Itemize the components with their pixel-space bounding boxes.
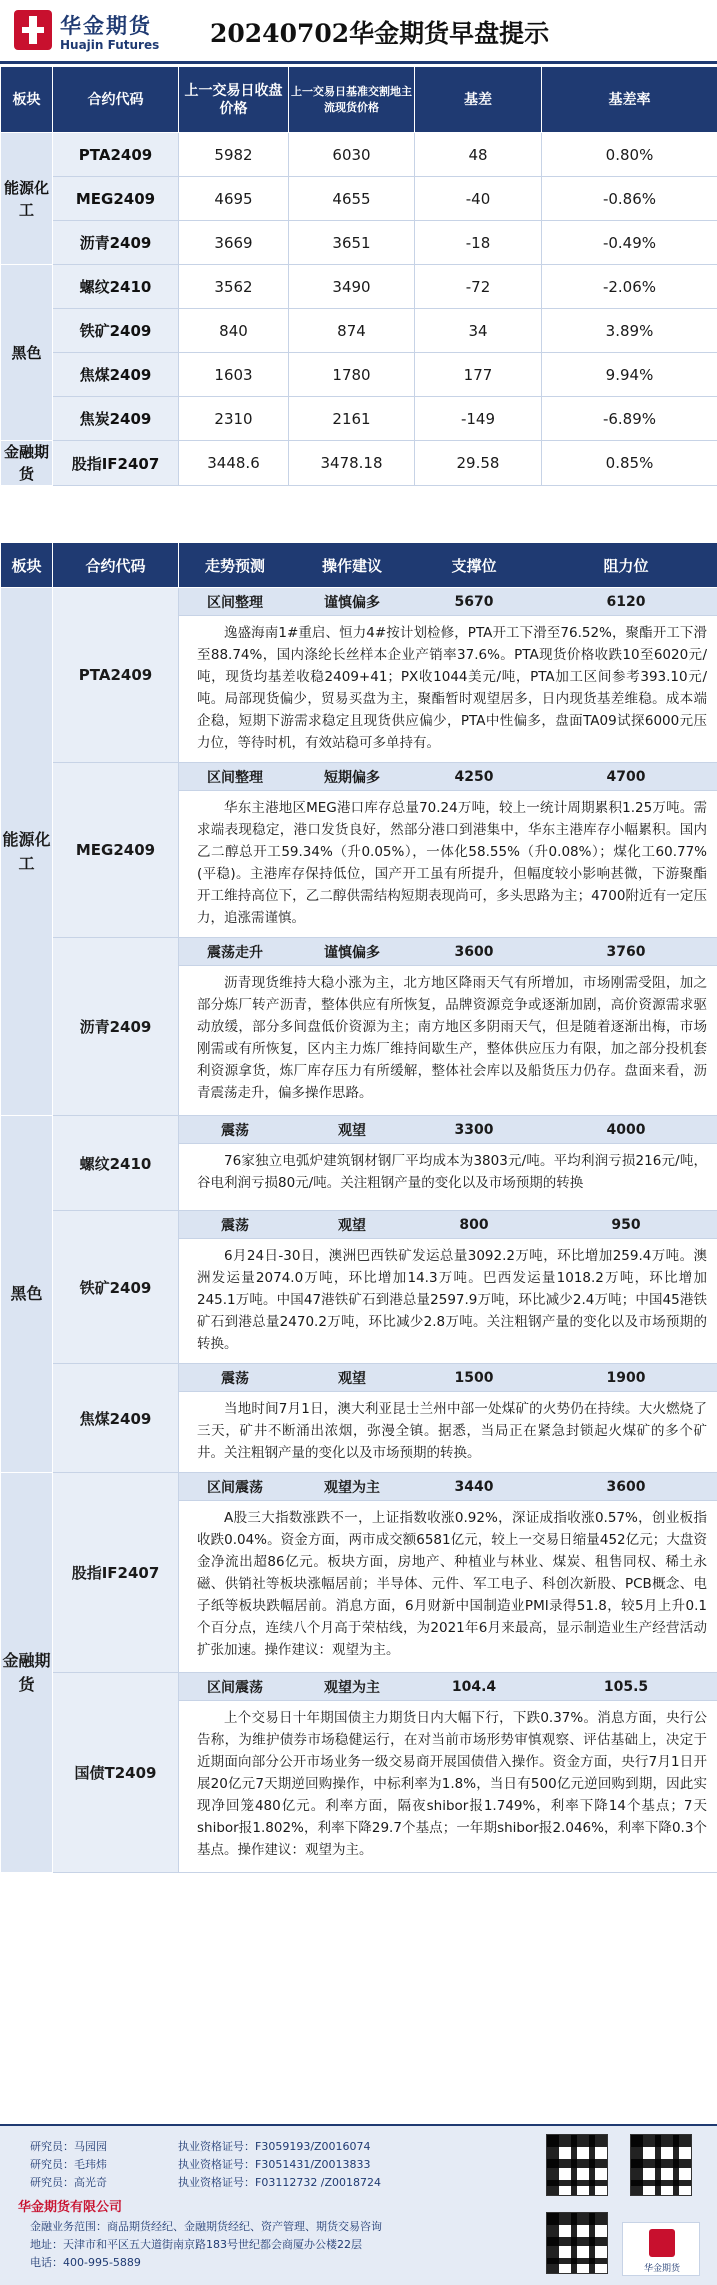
support-value: 3440 (454, 1478, 494, 1495)
contract-code: 沥青2409 (53, 938, 179, 1116)
researcher-cert: 执业资格证号：F3051431/Z0013833 (178, 2158, 371, 2171)
trend-value: 区间整理 (207, 769, 263, 786)
basis-value: -149 (415, 397, 542, 441)
qr-code-icon (630, 2134, 692, 2196)
sector-energy: 能源化工 (1, 588, 53, 1116)
basis-table (0, 66, 717, 486)
sector-ferrous: 黑色 (1, 265, 53, 441)
contract-code: 铁矿2409 (53, 309, 179, 353)
spot-price: 4655 (289, 177, 415, 221)
contract-code: 螺纹2410 (53, 1116, 179, 1211)
header-code: 合约代码 (53, 543, 179, 588)
company-address: 地址：天津市和平区五大道街南京路183号世纪都会商厦办公楼22层 (30, 2238, 362, 2251)
advice-value: 谨慎偏多 (324, 944, 380, 961)
sector-financial: 金融期货 (1, 1473, 53, 1873)
strategy-row (1, 1364, 717, 1473)
basis-value: -72 (415, 265, 542, 309)
app-icon (622, 2222, 700, 2276)
close-price: 840 (179, 309, 289, 353)
contract-code: PTA2409 (53, 588, 179, 763)
advice-value: 观望为主 (324, 1679, 380, 1696)
app-label: 华金期货 (643, 2264, 680, 2274)
support-value: 800 (459, 1216, 489, 1233)
strategy-summary (179, 588, 717, 616)
researcher-name: 研究员：毛玮炜 (30, 2158, 107, 2171)
header-close: 上一交易日收盘价格 (179, 67, 289, 133)
analysis-text: 逸盛海南1#重启、恒力4#按计划检修，PTA开工下滑至76.52%，聚酯开工下滑至88.74%，国内涤纶长丝样本企业产销率37.6%。PTA现货价格收跌10至6020元/吨，现货均基差收稳2409+41；PX收1044美元/吨，PTA加工区间参考393.10元/吨。局部现货偏少，贸易买盘为主，聚酯暂时观望居多，日内现货基差维稳。成本端企稳，短期下游需求稳定且现货供应偏少，PTA中性偏多，盘面TA09试探6000元压力位，等待时机，有效站稳可多单持有。 (197, 625, 707, 751)
page-title: 20240702华金期货早盘提示 (210, 19, 550, 48)
support-value: 5670 (454, 593, 494, 610)
support-value: 104.4 (451, 1678, 497, 1695)
contract-code: 螺纹2410 (53, 265, 179, 309)
trend-value: 震荡 (221, 1217, 249, 1234)
strategy-row (1, 588, 717, 763)
header-advice: 操作建议 (321, 556, 382, 575)
contract-code: PTA2409 (53, 133, 179, 177)
header-code: 合约代码 (53, 67, 179, 133)
advice-value: 短期偏多 (324, 769, 380, 786)
trend-value: 区间震荡 (207, 1679, 263, 1696)
logo-en-text: Huajin Futures (60, 38, 160, 52)
basis-table-header (1, 67, 717, 133)
qr-code-icon (546, 2134, 608, 2196)
resistance-value: 3760 (606, 943, 646, 960)
spot-price: 3478.18 (289, 441, 415, 486)
company-phone: 电话：400-995-5889 (30, 2256, 141, 2269)
strategy-table-header (1, 543, 717, 588)
table-row (1, 133, 717, 177)
trend-value: 震荡 (221, 1370, 249, 1387)
header-basis: 基差 (415, 67, 542, 133)
contract-code: 铁矿2409 (53, 1211, 179, 1364)
researcher-cert: 执业资格证号：F03112732 /Z0018724 (178, 2176, 382, 2189)
spot-price: 3490 (289, 265, 415, 309)
advice-value: 观望 (338, 1370, 366, 1387)
support-value: 3600 (454, 943, 494, 960)
contract-code: 沥青2409 (53, 221, 179, 265)
strategy-summary (179, 938, 717, 966)
basis-value: -40 (415, 177, 542, 221)
advice-value: 观望为主 (324, 1479, 380, 1496)
basis-rate: -2.06% (542, 265, 717, 309)
advice-value: 观望 (338, 1217, 366, 1234)
strategy-summary (179, 1211, 717, 1239)
contract-code: 国债T2409 (53, 1673, 179, 1873)
strategy-row (1, 1211, 717, 1364)
strategy-row (1, 1473, 717, 1673)
support-value: 1500 (454, 1369, 494, 1386)
resistance-value: 105.5 (603, 1678, 649, 1695)
advice-value: 谨慎偏多 (324, 594, 380, 611)
contract-code: 焦炭2409 (53, 397, 179, 441)
company-name: 华金期货有限公司 (18, 2200, 123, 2215)
researcher-name: 研究员：高光奇 (30, 2176, 107, 2189)
analysis-text: 当地时间7月1日，澳大利亚昆士兰州中部一处煤矿的火势仍在持续。大火燃烧了三天，矿井不断涌出浓烟，弥漫全镇。据悉，当局正在紧急封锁起火煤矿的多个矿井。关注粗钢产量的变化以及市场预期的转换。 (197, 1401, 707, 1461)
header-spot: 上一交易日基准交割地主流现货价格 (289, 67, 415, 133)
trend-value: 区间震荡 (207, 1479, 263, 1496)
header-resistance: 阻力位 (603, 556, 649, 575)
resistance-value: 3600 (606, 1478, 646, 1495)
sector-financial: 金融期货 (1, 441, 53, 486)
footer (0, 2124, 717, 2285)
table-row (1, 221, 717, 265)
analysis-text: 上个交易日十年期国债主力期货日内大幅下行，下跌0.37%。消息方面，央行公告称，为维护债券市场稳健运行，在对当前市场形势审慎观察、评估基础上，决定于近期面向部分公开市场业务一级交易商开展国债借入操作。资金方面，央行7月1日开展20亿元7天期逆回购操作，中标利率为1.8%，当日有500亿元逆回购到期，因此实现净回笼480亿元。利率方面，隔夜shibor报1.749%，利率下降14个基点；7天shibor报1.802%，利率下降29.7个基点；一年期shibor报2.046%，利率下降0.3个基点。操作建议：观望为主。 (197, 1710, 707, 1858)
table-row (1, 441, 717, 486)
strategy-row (1, 763, 717, 938)
analysis-text: 6月24日-30日，澳洲巴西铁矿发运总量3092.2万吨，环比增加259.4万吨。澳洲发运量2074.0万吨，环比增加14.3万吨。巴西发运量1018.2万吨，环比增加245.1万吨。中国47港铁矿石到港总量2597.9万吨，环比减少2.4万吨；中国45港铁矿石到港总量2470.2万吨，环比减少2.8万吨。关注粗钢产量的变化以及市场预期的转换。 (197, 1248, 707, 1352)
sector-energy: 能源化工 (1, 133, 53, 265)
strategy-summary (179, 1673, 717, 1701)
spot-price: 6030 (289, 133, 415, 177)
contract-code: MEG2409 (53, 177, 179, 221)
strategy-table (0, 542, 717, 1873)
table-row (1, 177, 717, 221)
strategy-summary (179, 763, 717, 791)
header (0, 0, 717, 64)
spot-price: 1780 (289, 353, 415, 397)
contract-code: 股指IF2407 (53, 441, 179, 486)
close-price: 2310 (179, 397, 289, 441)
table-row (1, 265, 717, 309)
contract-code: 焦煤2409 (53, 1364, 179, 1473)
trend-value: 震荡 (221, 1122, 249, 1139)
strategy-summary (179, 1116, 717, 1144)
resistance-value: 4000 (606, 1121, 646, 1138)
close-price: 3448.6 (179, 441, 289, 486)
business-scope: 金融业务范围：商品期货经纪、金融期货经纪、资产管理、期货交易咨询 (30, 2220, 382, 2233)
strategy-row (1, 1673, 717, 1873)
sector-ferrous: 黑色 (1, 1116, 53, 1473)
resistance-value: 950 (611, 1216, 641, 1233)
logo-icon (14, 10, 52, 50)
header-sector: 板块 (1, 67, 53, 133)
basis-value: -18 (415, 221, 542, 265)
qr-code-icon (546, 2212, 608, 2274)
analysis-text: 76家独立电弧炉建筑钢材钢厂平均成本为3803元/吨。平均利润亏损216元/吨，谷电利润亏损80元/吨。关注粗钢产量的变化以及市场预期的转换 (197, 1153, 707, 1191)
basis-value: 177 (415, 353, 542, 397)
resistance-value: 6120 (606, 593, 646, 610)
trend-value: 区间整理 (207, 594, 263, 611)
basis-rate: 0.80% (542, 133, 717, 177)
table-row (1, 397, 717, 441)
resistance-value: 1900 (606, 1369, 646, 1386)
close-price: 4695 (179, 177, 289, 221)
basis-value: 34 (415, 309, 542, 353)
strategy-summary (179, 1364, 717, 1392)
table-row (1, 309, 717, 353)
basis-rate: -0.49% (542, 221, 717, 265)
header-trend: 走势预测 (204, 556, 265, 575)
basis-rate: 9.94% (542, 353, 717, 397)
strategy-row (1, 1116, 717, 1211)
contract-code: 股指IF2407 (53, 1473, 179, 1673)
basis-value: 29.58 (415, 441, 542, 486)
close-price: 1603 (179, 353, 289, 397)
table-row (1, 353, 717, 397)
spot-price: 2161 (289, 397, 415, 441)
advice-value: 观望 (338, 1122, 366, 1139)
basis-rate: -0.86% (542, 177, 717, 221)
strategy-row (1, 938, 717, 1116)
basis-rate: 3.89% (542, 309, 717, 353)
resistance-value: 4700 (606, 768, 646, 785)
header-group (179, 543, 717, 588)
company-logo (14, 8, 174, 56)
header-basis-rate: 基差率 (542, 67, 717, 133)
close-price: 5982 (179, 133, 289, 177)
logo-cn-text: 华金期货 (60, 14, 152, 38)
header-support: 支撑位 (451, 556, 497, 575)
basis-value: 48 (415, 133, 542, 177)
contract-code: MEG2409 (53, 763, 179, 938)
basis-rate: -6.89% (542, 397, 717, 441)
researcher-name: 研究员：马园园 (30, 2140, 107, 2153)
close-price: 3562 (179, 265, 289, 309)
spot-price: 3651 (289, 221, 415, 265)
strategy-summary (179, 1473, 717, 1501)
analysis-text: 华东主港地区MEG港口库存总量70.24万吨，较上一统计周期累积1.25万吨。需求端表现稳定，港口发货良好，然部分港口到港集中，华东主港库存小幅累积。国内乙二醇总开工59.34%（升0.05%），一体化58.55%（升0.08%）；煤化工60.77%(平稳)。主港库存保持低位，国产开工虽有所提升，但幅度较小影响甚微，下游聚酯开工维持高位下，乙二醇供需结构短期表现尚可，多头思路为主；4700附近有一定压力，追涨需谨慎。 (197, 800, 707, 926)
close-price: 3669 (179, 221, 289, 265)
analysis-text: A股三大指数涨跌不一，上证指数收涨0.92%，深证成指收涨0.57%，创业板指收跌0.04%。资金方面，两市成交额6581亿元，较上一交易日缩量452亿元；大盘资金净流出超86亿元。板块方面，房地产、种植业与林业、煤炭、租售同权、稀土永磁、供销社等板块涨幅居前；半导体、元件、军工电子、科创次新股、PCB概念、电子纸等板块跌幅居前。消息方面，6月财新中国制造业PMI录得51.8，较5月上升0.1个百分点，连续八个月高于荣枯线，为2021年6月来最高，显示制造业生产经营活动扩张加速。操作建议：观望为主。 (197, 1510, 707, 1658)
contract-code: 焦煤2409 (53, 353, 179, 397)
header-sector: 板块 (1, 543, 53, 588)
researcher-cert: 执业资格证号：F3059193/Z0016074 (178, 2140, 371, 2153)
support-value: 3300 (454, 1121, 494, 1138)
trend-value: 震荡走升 (207, 944, 263, 961)
basis-rate: 0.85% (542, 441, 717, 486)
analysis-text: 沥青现货维持大稳小涨为主，北方地区降雨天气有所增加，市场刚需受阻，加之部分炼厂转产沥青，整体供应有所恢复，品牌资源竞争或逐渐加剧，高价资源需求驱动放缓，部分多间盘低价资源为主；南方地区多阴雨天气，但是随着逐渐出梅，市场刚需或有所恢复，区内主力炼厂维持间歇生产，整体供应压力有限，加之部分投机套利资源拿货，炼厂库存压力有所缓解，整体社会库以及船货压力仍存。盘面来看，沥青震荡走升，偏多操作思路。 (197, 975, 707, 1101)
support-value: 4250 (454, 768, 494, 785)
spot-price: 874 (289, 309, 415, 353)
